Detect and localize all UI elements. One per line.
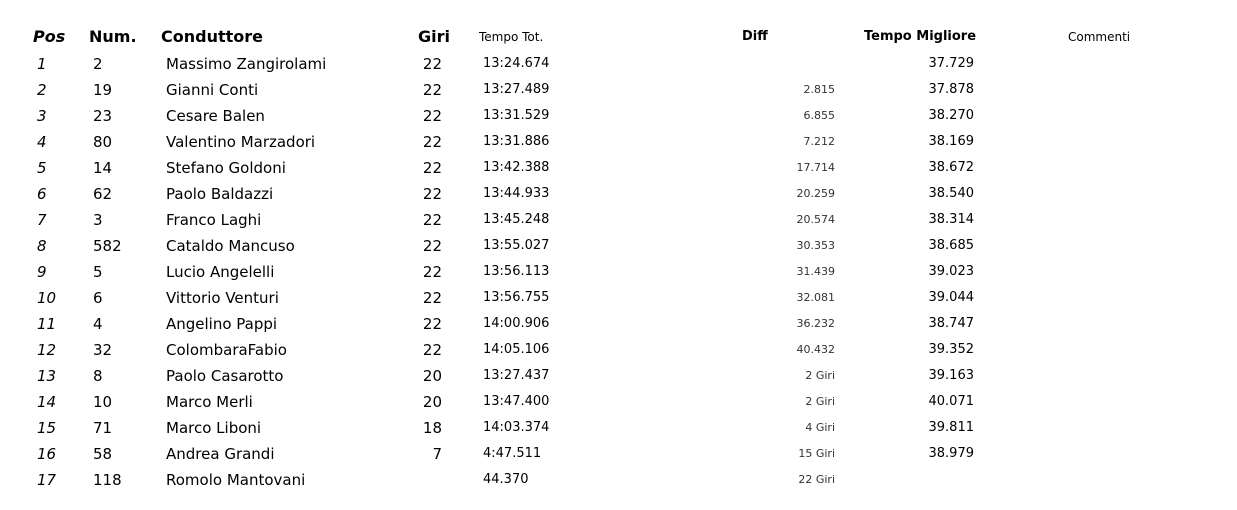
laps-cell: 22 — [422, 263, 442, 281]
number-cell: 582 — [93, 237, 122, 255]
laps-cell — [380, 467, 442, 493]
table-row — [0, 389, 1237, 415]
table-row — [0, 337, 1237, 363]
header-best-time: Tempo Migliore — [864, 29, 977, 44]
pos-cell: 1 — [37, 55, 47, 73]
total-time-cell: 13:56.755 — [483, 290, 550, 305]
laps-cell: 7 — [432, 445, 442, 463]
header-pos: Pos — [33, 27, 66, 46]
driver-cell: Angelino Pappi — [166, 315, 278, 333]
number-cell: 62 — [93, 185, 113, 203]
number-cell: 80 — [93, 133, 113, 151]
best-time-cell: 39.811 — [928, 420, 974, 435]
diff-cell: 4 Giri — [805, 421, 835, 434]
total-time-cell: 14:05.106 — [483, 342, 550, 357]
total-time-cell: 13:47.400 — [483, 394, 550, 409]
number-cell: 3 — [93, 211, 103, 229]
pos-cell: 8 — [37, 237, 47, 255]
laps-cell: 22 — [422, 133, 442, 151]
number-cell: 23 — [93, 107, 113, 125]
laps-cell: 22 — [422, 55, 442, 73]
table-row — [0, 129, 1237, 155]
table-row — [0, 181, 1237, 207]
header-num: Num. — [89, 27, 137, 46]
best-time-cell: 37.729 — [928, 56, 974, 71]
table-row — [0, 467, 1237, 493]
best-time-cell: 40.071 — [928, 394, 974, 409]
best-time-cell: 38.169 — [928, 134, 974, 149]
driver-cell: Stefano Goldoni — [166, 159, 286, 177]
laps-cell: 18 — [422, 419, 442, 437]
best-time-cell: 38.540 — [928, 186, 974, 201]
table-row — [0, 207, 1237, 233]
diff-cell: 40.432 — [796, 343, 835, 356]
laps-cell: 22 — [422, 107, 442, 125]
pos-cell: 14 — [37, 393, 57, 411]
number-cell: 118 — [93, 471, 122, 489]
best-time-cell: 38.270 — [928, 108, 974, 123]
table-row — [0, 363, 1237, 389]
pos-cell: 11 — [37, 315, 57, 333]
diff-cell: 2.815 — [803, 83, 835, 96]
pos-cell: 6 — [37, 185, 47, 203]
total-time-cell: 13:31.529 — [483, 108, 550, 123]
laps-cell: 20 — [422, 367, 442, 385]
best-time-cell: 38.672 — [928, 160, 974, 175]
total-time-cell: 13:55.027 — [483, 238, 550, 253]
diff-cell — [700, 51, 835, 77]
number-cell: 5 — [93, 263, 103, 281]
driver-cell: Franco Laghi — [166, 211, 262, 229]
pos-cell: 12 — [37, 341, 57, 359]
total-time-cell: 44.370 — [483, 472, 529, 487]
driver-cell: Valentino Marzadori — [166, 133, 316, 151]
best-time-cell — [880, 467, 974, 493]
table-row — [0, 77, 1237, 103]
diff-cell: 6.855 — [803, 109, 835, 122]
driver-cell: Lucio Angelelli — [166, 263, 275, 281]
table-row — [0, 103, 1237, 129]
total-time-cell: 14:03.374 — [483, 420, 550, 435]
best-time-cell: 39.023 — [928, 264, 974, 279]
number-cell: 4 — [93, 315, 103, 333]
pos-cell: 9 — [37, 263, 47, 281]
total-time-cell: 13:44.933 — [483, 186, 550, 201]
best-time-cell: 39.044 — [928, 290, 974, 305]
table-row — [0, 233, 1237, 259]
best-time-cell: 37.878 — [928, 82, 974, 97]
table-row — [0, 285, 1237, 311]
number-cell: 14 — [93, 159, 113, 177]
best-time-cell: 38.314 — [928, 212, 974, 227]
pos-cell: 4 — [37, 133, 47, 151]
header-total-time: Tempo Tot. — [479, 30, 544, 44]
diff-cell: 30.353 — [796, 239, 835, 252]
driver-cell: Marco Merli — [166, 393, 253, 411]
header-laps: Giri — [418, 27, 450, 46]
diff-cell: 31.439 — [796, 265, 835, 278]
laps-cell: 22 — [422, 289, 442, 307]
best-time-cell: 39.163 — [928, 368, 974, 383]
table-row — [0, 415, 1237, 441]
laps-cell: 20 — [422, 393, 442, 411]
best-time-cell: 39.352 — [928, 342, 974, 357]
total-time-cell: 4:47.511 — [483, 446, 542, 461]
total-time-cell: 13:24.674 — [483, 56, 550, 71]
driver-cell: Massimo Zangirolami — [166, 55, 327, 73]
laps-cell: 22 — [422, 159, 442, 177]
laps-cell: 22 — [422, 211, 442, 229]
best-time-cell: 38.685 — [928, 238, 974, 253]
driver-cell: Marco Liboni — [166, 419, 262, 437]
total-time-cell: 13:45.248 — [483, 212, 550, 227]
diff-cell: 2 Giri — [805, 395, 835, 408]
driver-cell: Paolo Casarotto — [166, 367, 284, 385]
best-time-cell: 38.747 — [928, 316, 974, 331]
pos-cell: 15 — [37, 419, 57, 437]
diff-cell: 20.259 — [796, 187, 835, 200]
total-time-cell: 13:27.437 — [483, 368, 550, 383]
driver-cell: Vittorio Venturi — [166, 289, 279, 307]
number-cell: 2 — [93, 55, 103, 73]
driver-cell: Cataldo Mancuso — [166, 237, 295, 255]
driver-cell: ColombaraFabio — [166, 341, 287, 359]
header-comments: Commenti — [1068, 30, 1131, 44]
diff-cell: 17.714 — [796, 161, 835, 174]
pos-cell: 16 — [37, 445, 57, 463]
table-row — [0, 259, 1237, 285]
total-time-cell: 13:27.489 — [483, 82, 550, 97]
table-row — [0, 311, 1237, 337]
pos-cell: 13 — [37, 367, 57, 385]
laps-cell: 22 — [422, 237, 442, 255]
diff-cell: 22 Giri — [798, 473, 835, 486]
pos-cell: 2 — [37, 81, 47, 99]
diff-cell: 20.574 — [796, 213, 835, 226]
table-row — [0, 441, 1237, 467]
header-diff: Diff — [742, 29, 768, 44]
driver-cell: Romolo Mantovani — [166, 471, 306, 489]
driver-cell: Gianni Conti — [166, 81, 259, 99]
driver-cell: Cesare Balen — [166, 107, 265, 125]
number-cell: 8 — [93, 367, 103, 385]
pos-cell: 10 — [37, 289, 57, 307]
number-cell: 19 — [93, 81, 113, 99]
driver-cell: Andrea Grandi — [166, 445, 275, 463]
table-row — [0, 51, 1237, 77]
diff-cell: 2 Giri — [805, 369, 835, 382]
pos-cell: 3 — [37, 107, 47, 125]
total-time-cell: 14:00.906 — [483, 316, 550, 331]
diff-cell: 36.232 — [796, 317, 835, 330]
number-cell: 10 — [93, 393, 113, 411]
total-time-cell: 13:42.388 — [483, 160, 550, 175]
number-cell: 32 — [93, 341, 113, 359]
laps-cell: 22 — [422, 315, 442, 333]
number-cell: 58 — [93, 445, 113, 463]
pos-cell: 5 — [37, 159, 47, 177]
laps-cell: 22 — [422, 341, 442, 359]
diff-cell: 7.212 — [803, 135, 835, 148]
pos-cell: 7 — [37, 211, 47, 229]
total-time-cell: 13:31.886 — [483, 134, 550, 149]
driver-cell: Paolo Baldazzi — [166, 185, 274, 203]
total-time-cell: 13:56.113 — [483, 264, 550, 279]
laps-cell: 22 — [422, 185, 442, 203]
diff-cell: 32.081 — [796, 291, 835, 304]
laps-cell: 22 — [422, 81, 442, 99]
table-row — [0, 155, 1237, 181]
number-cell: 71 — [93, 419, 113, 437]
diff-cell: 15 Giri — [798, 447, 835, 460]
header-driver: Conduttore — [161, 27, 263, 46]
pos-cell: 17 — [37, 471, 57, 489]
best-time-cell: 38.979 — [928, 446, 974, 461]
number-cell: 6 — [93, 289, 103, 307]
